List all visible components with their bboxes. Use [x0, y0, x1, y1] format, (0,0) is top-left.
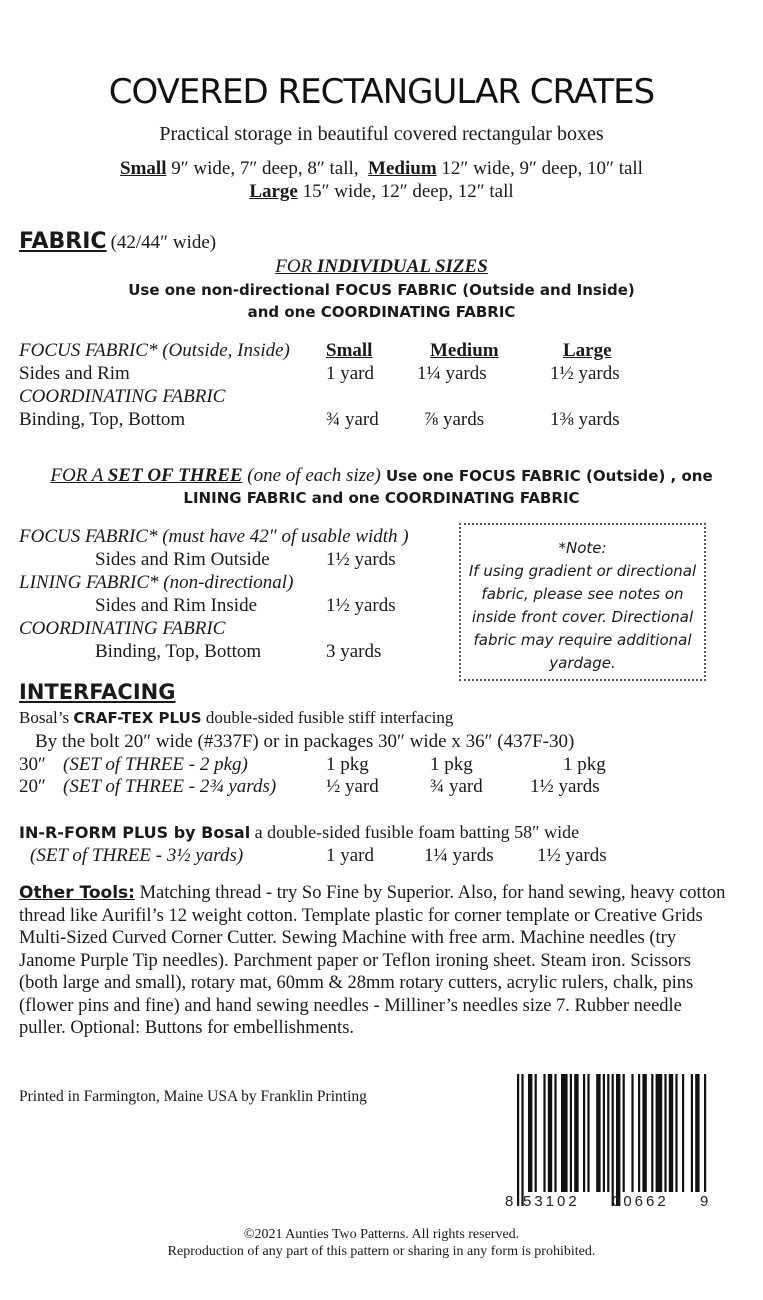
row20-large: 1½ yards [530, 776, 600, 797]
barcode-bar [664, 1074, 666, 1192]
barcode-group-2: 00662 [612, 1193, 669, 1210]
fabric-width-note: (42/44″ wide) [110, 232, 217, 253]
barcode-bar [543, 1074, 545, 1192]
row30-size: 30″ [19, 754, 46, 775]
row20-medium: ¾ yard [430, 776, 483, 797]
note-line: yardage. [549, 654, 616, 672]
sizes-line-1 [0, 158, 763, 180]
row30-note: (SET of THREE - 2 pkg) [63, 754, 248, 775]
barcode-bar [554, 1074, 556, 1192]
focus-fabric-label: FOCUS FABRIC* (Outside, Inside) [19, 340, 290, 361]
barcode-bar [638, 1074, 640, 1192]
barcode-bar [612, 1074, 614, 1206]
set-lining-label: LINING FABRIC* (non-directional) [19, 572, 294, 593]
barcode-bar [691, 1074, 693, 1192]
barcode-bar [669, 1074, 673, 1192]
barcode-bar [570, 1074, 572, 1192]
barcode-bar [675, 1074, 677, 1192]
note-line: fabric may require additional [473, 631, 692, 649]
page-title: COVERED RECTANGULAR CRATES [108, 72, 655, 112]
barcode-bar [517, 1074, 519, 1206]
inrform-product: IN-R-FORM PLUS by Bosal [19, 823, 251, 842]
crafttex-line [19, 708, 453, 728]
barcode-bar [574, 1074, 578, 1192]
set-instructions-2: LINING FABRIC and one COORDINATING FABRIC [183, 489, 580, 507]
other-tools-text: Matching thread - try So Fine by Superior. Also, for hand sewing, heavy cotton thread like Aurifil’s 12 weight cotton. Template plastic for corner template or Creative Grids Multi-Sized Curved Corner Cutter. Sewing Machine with free arm. Machine needles (try Janome Purple Tip needles). Parchment paper or Teflon ironing sheet. Steam iron. Scissors (both large and small), rotary mat, 60mm & 28mm rotary cutters, acrylic rulers, chalk, pins (flower pins and fine) and hand sewing needles - Milliner’s needles size 7. Rubber needle puller. Optional: Buttons for embellishments. [19, 883, 726, 1038]
note-line: fabric, please see notes on [481, 585, 684, 603]
reproduction-notice: Reproduction of any part of this pattern or sharing in any form is prohibited. [167, 1244, 596, 1259]
craftex-product: CRAF-TEX PLUS [73, 709, 202, 727]
barcode-bar [623, 1074, 625, 1192]
sides-rim-label: Sides and Rim [19, 363, 130, 384]
individual-sizes-label: INDIVIDUAL SIZES [316, 256, 488, 277]
set-binding-amount: 3 yards [326, 641, 382, 662]
inrform-small: 1 yard [326, 845, 375, 866]
fabric-heading-line [19, 229, 216, 254]
barcode-digit-last: 9 [700, 1193, 709, 1210]
row20-note: (SET of THREE - 2¾ yards) [63, 776, 277, 797]
size-small-label: Small [120, 158, 167, 179]
individual-instructions-1: Use one non-directional FOCUS FABRIC (Outside and Inside) [128, 281, 635, 299]
row30-medium: 1 pkg [430, 754, 473, 775]
set-sides-outside-label: Sides and Rim Outside [95, 549, 270, 570]
barcode-bar [704, 1074, 706, 1192]
barcode-bar [682, 1074, 684, 1192]
barcode-bar [695, 1074, 699, 1192]
sides-large-amount: 1½ yards [550, 363, 620, 384]
row30-large: 1 pkg [563, 754, 606, 775]
page-subtitle: Practical storage in beautiful covered rectangular boxes [159, 123, 604, 145]
size-small-dims: 9″ wide, 7″ deep, 8″ tall, [166, 158, 359, 179]
inrform-note: (SET of THREE - 3½ yards) [30, 845, 244, 866]
barcode-bar [596, 1074, 600, 1192]
other-tools-paragraph [19, 882, 729, 1040]
set-coordinating-label: COORDINATING FABRIC [19, 618, 226, 639]
barcode-digit-first: 8 [505, 1193, 514, 1210]
fabric-heading: FABRIC [19, 229, 107, 254]
for-a-label: FOR A [50, 465, 108, 486]
inrform-large: 1½ yards [537, 845, 607, 866]
other-tools-heading: Other Tools: [19, 883, 135, 903]
binding-label: Binding, Top, Bottom [19, 409, 186, 430]
note-line: If using gradient or directional [468, 562, 697, 580]
set-binding-label: Binding, Top, Bottom [95, 641, 262, 662]
barcode-bar [548, 1074, 552, 1192]
copyright: ©2021 Aunties Two Patterns. All rights reserved. [243, 1227, 520, 1242]
inrform-medium: 1¼ yards [424, 845, 494, 866]
barcode-bar [631, 1074, 633, 1192]
bosal-prefix: Bosal’s [19, 708, 74, 727]
set-of-three-label: SET OF THREE [107, 465, 243, 486]
barcode-bar [651, 1074, 653, 1192]
individual-instructions-2: and one COORDINATING FABRIC [247, 303, 516, 321]
binding-large-amount: 1⅜ yards [550, 409, 620, 430]
col-medium-header: Medium [430, 340, 499, 361]
set-use-line: Use one FOCUS FABRIC (Outside) , one [380, 467, 713, 485]
barcode-bar [616, 1074, 620, 1206]
size-large-label: Large [249, 181, 298, 202]
bolt-line: By the bolt 20″ wide (#337F) or in packages 30″ wide x 36″ (437F-30) [35, 731, 575, 752]
size-medium-label: Medium [368, 158, 437, 179]
sides-medium-amount: 1¼ yards [417, 363, 487, 384]
barcode-bar [583, 1074, 585, 1192]
for-label: FOR [275, 256, 317, 277]
binding-medium-amount: ⅞ yards [424, 409, 485, 430]
sizes-line-2 [0, 181, 763, 203]
note-line: inside front cover. Directional [471, 608, 694, 626]
set-sides-outside-amount: 1½ yards [326, 549, 396, 570]
note-line: *Note: [558, 539, 607, 557]
inrform-line [19, 822, 579, 843]
barcode-bar [535, 1074, 537, 1192]
barcode-bar [528, 1074, 532, 1192]
barcode-bar [603, 1074, 605, 1192]
note-box [459, 523, 706, 681]
barcode-bar [561, 1074, 568, 1192]
row20-size: 20″ [19, 776, 46, 797]
col-large-header: Large [563, 340, 612, 361]
interfacing-heading: INTERFACING [19, 680, 176, 704]
barcode-bar [607, 1074, 609, 1192]
printed-by: Printed in Farmington, Maine USA by Franklin Printing [19, 1088, 367, 1105]
coordinating-fabric-label: COORDINATING FABRIC [19, 386, 226, 407]
one-of-each-label: (one of each size) [242, 465, 381, 486]
barcode-bar [521, 1074, 523, 1206]
size-large-dims: 15″ wide, 12″ deep, 12″ tall [297, 181, 514, 202]
craftex-desc: double-sided fusible stiff interfacing [201, 708, 454, 727]
row20-small: ½ yard [326, 776, 379, 797]
set-focus-label: FOCUS FABRIC* (must have 42″ of usable width ) [19, 526, 409, 547]
binding-small-amount: ¾ yard [326, 409, 379, 430]
set-of-three-heading [0, 465, 763, 487]
col-small-header: Small [326, 340, 373, 361]
individual-sizes-heading [0, 256, 763, 278]
size-medium-dims: 12″ wide, 9″ deep, 10″ tall [436, 158, 643, 179]
row30-small: 1 pkg [326, 754, 369, 775]
inrform-desc: a double-sided fusible foam batting 58″ wide [250, 822, 580, 842]
barcode-bar [642, 1074, 646, 1192]
barcode-group-1: 53102 [523, 1193, 580, 1210]
set-sides-inside-label: Sides and Rim Inside [95, 595, 258, 616]
set-sides-inside-amount: 1½ yards [326, 595, 396, 616]
barcode-bar [656, 1074, 663, 1192]
sides-small-amount: 1 yard [326, 363, 375, 384]
barcode-bar [587, 1074, 589, 1192]
